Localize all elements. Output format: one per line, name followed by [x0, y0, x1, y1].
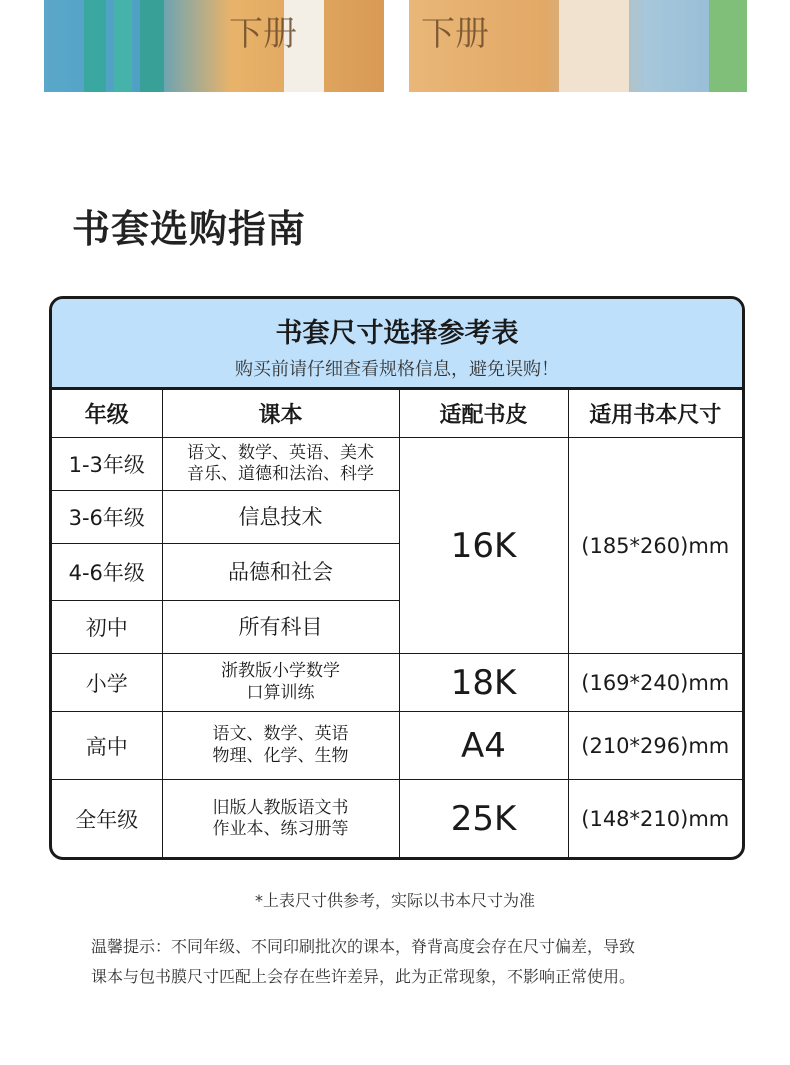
table-row [52, 438, 742, 491]
cover-title-text: 下册 [229, 14, 297, 54]
reference-note: *上表尺寸供参考，实际以书本尺寸为准 [254, 891, 535, 910]
size-table [52, 389, 742, 858]
subject-line: 品德和社会 [228, 559, 333, 584]
subject-cell [162, 601, 399, 654]
tip-line: 温馨提示：不同年级、不同印刷批次的课本，脊背高度会存在尺寸偏差，导致 [91, 937, 636, 956]
grade-cell: 小学 [52, 654, 162, 712]
subject-cell [162, 544, 399, 601]
column-header-cover: 适配书皮 [399, 390, 568, 438]
column-header-subject: 课本 [162, 390, 399, 438]
table-row [52, 780, 742, 858]
subject-cell [162, 780, 399, 858]
grade-cell: 初中 [52, 601, 162, 654]
tip-line: 课本与包书膜尺寸匹配上会存在些许差异，此为正常现象，不影响正常使用。 [91, 967, 636, 986]
subject-line: 浙教版小学数学 [221, 661, 340, 682]
subject-line: 物理、化学、生物 [212, 745, 349, 766]
subject-cell [162, 712, 399, 780]
cover-title-text: 下册 [421, 14, 489, 54]
subject-line: 音乐、道德和法治、科学 [187, 464, 374, 484]
book-size-cell: (210*296)mm [568, 712, 742, 780]
column-header-size: 适用书本尺寸 [568, 390, 742, 438]
cover-size-cell: 18K [399, 654, 568, 712]
product-photos [0, 0, 790, 92]
subject-line: 信息技术 [238, 504, 323, 529]
table-header-row [52, 390, 742, 438]
warm-tip [91, 932, 731, 992]
grade-cell: 全年级 [52, 780, 162, 858]
column-header-grade: 年级 [52, 390, 162, 438]
grade-cell: 高中 [52, 712, 162, 780]
subject-line: 语文、数学、英语 [212, 724, 349, 745]
product-photo-left [44, 0, 384, 92]
subject-line: 旧版人教版语文书 [212, 797, 349, 818]
subject-line: 语文、数学、英语、美术 [187, 442, 374, 463]
guide-title: 书套选购指南 [72, 207, 307, 251]
card-subtitle: 购买前请仔细查看规格信息，避免误购！ [235, 359, 559, 380]
card-header [52, 299, 742, 389]
subject-cell [162, 491, 399, 544]
cover-size-cell: 25K [399, 780, 568, 858]
subject-line: 作业本、练习册等 [212, 818, 349, 839]
size-reference-card [49, 296, 745, 860]
book-size-cell: (185*260)mm [568, 438, 742, 654]
card-title: 书套尺寸选择参考表 [275, 318, 519, 349]
subject-cell [162, 438, 399, 491]
subject-line: 口算训练 [246, 682, 315, 703]
table-row [52, 654, 742, 712]
cover-size-cell: 16K [399, 438, 568, 654]
grade-cell: 3-6年级 [52, 491, 162, 544]
book-size-cell: (169*240)mm [568, 654, 742, 712]
subject-line: 所有科目 [238, 614, 323, 639]
grade-cell: 4-6年级 [52, 544, 162, 601]
subject-cell [162, 654, 399, 712]
table-row [52, 712, 742, 780]
grade-cell: 1-3年级 [52, 438, 162, 491]
book-size-cell: (148*210)mm [568, 780, 742, 858]
product-photo-right [409, 0, 747, 92]
cover-size-cell: A4 [399, 712, 568, 780]
